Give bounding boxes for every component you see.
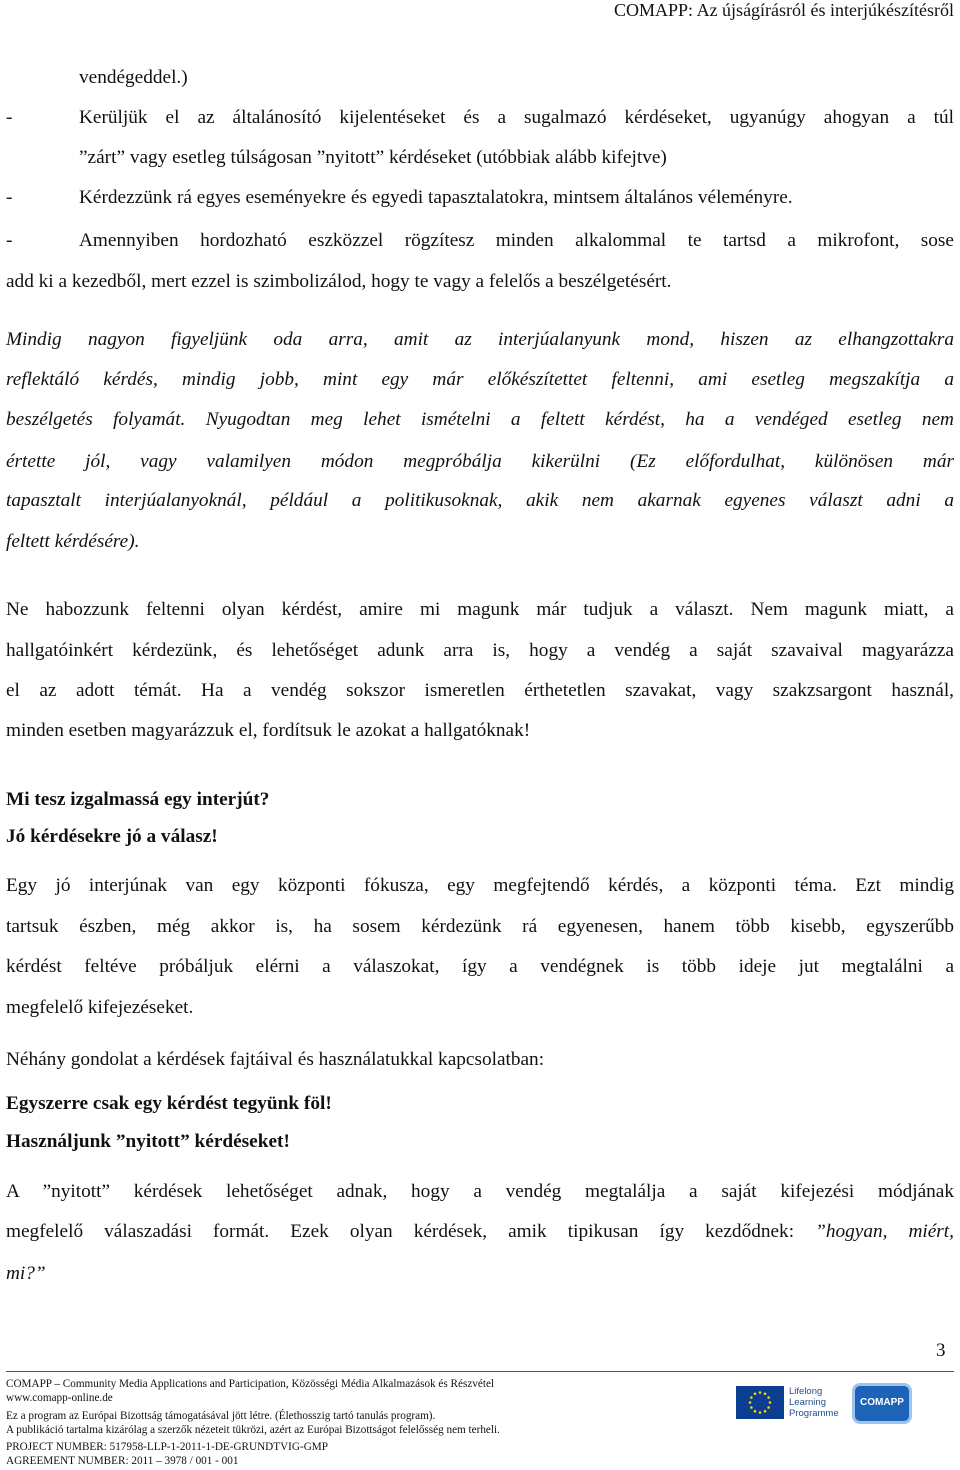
- bullet-line: ”zárt” vagy esetleg túlságosan ”nyitott” kérdéseket (utóbbiak alább kifejtve): [79, 147, 667, 168]
- paragraph-span: Nyugodtan meg lehet ismételni a feltett kérdést, ha a vendéged esetleg nem: [185, 409, 954, 430]
- bullet-line: Amennyiben hordozható eszközzel rögzítesz minden alkalommal te tartsd a mikrofont, sose: [79, 230, 954, 251]
- bullet-line: add ki a kezedből, mert ezzel is szimbolizálod, hogy te vagy a felelős a beszélgetésért.: [6, 271, 672, 292]
- paragraph-line: értette jól, vagy valamilyen módon megpróbálja kikerülni (Ez előfordulhat, különösen már: [6, 451, 954, 472]
- footer-divider: [6, 1371, 954, 1372]
- section-heading: Egyszerre csak egy kérdést tegyünk föl!: [6, 1093, 332, 1114]
- paragraph-line: [6, 1220, 954, 1244]
- paragraph-line: [6, 408, 954, 432]
- paragraph-line: reflektáló kérdés, mindig jobb, mint egy már előkészítettet feltenni, ami esetleg megszakítja a: [6, 369, 954, 390]
- bullet-dash: -: [6, 107, 13, 128]
- paragraph-line: feltett kérdésére).: [6, 531, 140, 552]
- lifelong-learning-logo: [789, 1386, 839, 1419]
- paragraph-line: kérdést feltéve próbáljuk elérni a válaszokat, így a vendégnek is több ideje jut megtalálni a: [6, 956, 954, 977]
- paragraph-line: tapasztalt interjúalanyoknál, például a politikusoknak, akik nem akarnak egyenes választ adni a: [6, 490, 954, 511]
- paragraph-line: minden esetben magyarázzuk el, fordítsuk le azokat a hallgatóknak!: [6, 720, 531, 741]
- paragraph-span: ”hogyan, miért,: [815, 1221, 954, 1242]
- logo-text: Lifelong: [789, 1386, 823, 1397]
- bullet-line: Kérdezzünk rá egyes eseményekre és egyedi tapasztalatokra, mintsem általános véleményre.: [79, 187, 793, 208]
- footer-line: PROJECT NUMBER: 517958-LLP-1-2011-1-DE-GRUNDTVIG-GMP: [6, 1441, 328, 1453]
- paragraph-line: hallgatóinkért kérdezünk, és lehetőséget adunk arra is, hogy a vendég a saját szavaival magyarázza: [6, 640, 954, 661]
- footer-line: Ez a program az Európai Bizottság támogatásával jött létre. (Élethosszig tartó tanulás program).: [6, 1410, 436, 1422]
- section-heading: Jó kérdésekre jó a válasz!: [6, 826, 218, 847]
- paragraph-line: Mindig nagyon figyeljünk oda arra, amit az interjúalanyunk mond, hiszen az elhangzottakra: [6, 329, 954, 350]
- running-header: COMAPP: Az újságírásról és interjúkészítésről: [614, 0, 954, 20]
- section-heading: Mi tesz izgalmassá egy interjút?: [6, 789, 270, 810]
- paragraph-line: megfelelő kifejezéseket.: [6, 997, 194, 1018]
- eu-flag-icon: [736, 1386, 784, 1419]
- paragraph-line: Ne habozzunk feltenni olyan kérdést, amire mi magunk már tudjuk a választ. Nem magunk miatt, a: [6, 599, 954, 620]
- paragraph-line: Egy jó interjúnak van egy központi fókusza, egy megfejtendő kérdés, a központi téma. Ezt mindig: [6, 875, 954, 896]
- page-number: 3: [936, 1340, 946, 1361]
- footer-line: AGREEMENT NUMBER: 2011 – 3978 / 001 - 001: [6, 1455, 239, 1467]
- paragraph-line: tartsuk észben, még akkor is, ha sosem kérdezünk rá egyenesen, hanem több kisebb, egyszerűbb: [6, 916, 954, 937]
- footer-line: COMAPP – Community Media Applications and Participation, Közösségi Média Alkalmazások és Részvétel: [6, 1378, 495, 1390]
- logo-text: Learning: [789, 1397, 826, 1408]
- paragraph-line: Néhány gondolat a kérdések fajtáival és használatukkal kapcsolatban:: [6, 1049, 545, 1070]
- bullet-dash: -: [6, 230, 13, 251]
- paragraph-span: megfelelő válaszadási formát. Ezek olyan kérdések, amik tipikusan így kezdődnek:: [6, 1221, 816, 1242]
- comapp-logo: [852, 1383, 912, 1424]
- bullet-line: Kerüljük el az általánosító kijelentéseket és a sugalmazó kérdéseket, ugyanúgy ahogyan a túl: [79, 107, 954, 128]
- paragraph-span: beszélgetés folyamát.: [6, 409, 186, 430]
- bullet-dash: -: [6, 187, 13, 208]
- paragraph-line: el az adott témát. Ha a vendég sokszor ismeretlen érthetetlen szavakat, vagy szakzsargont használ,: [6, 680, 954, 701]
- paragraph-line: A ”nyitott” kérdések lehetőséget adnak, hogy a vendég megtalálja a saját kifejezési módjának: [6, 1181, 954, 1202]
- footer-link[interactable]: www.comapp-online.de: [6, 1392, 113, 1404]
- paragraph-line: mi?”: [6, 1263, 46, 1284]
- body-line: vendégeddel.): [79, 67, 188, 88]
- logo-text: COMAPP: [860, 1397, 904, 1408]
- logo-text: Programme: [789, 1408, 839, 1419]
- section-heading: Használjunk ”nyitott” kérdéseket!: [6, 1131, 290, 1152]
- footer-line: A publikáció tartalma kizárólag a szerzők nézeteit tükrözi, azért az Európai Bizottságot felelősség nem terheli.: [6, 1424, 500, 1436]
